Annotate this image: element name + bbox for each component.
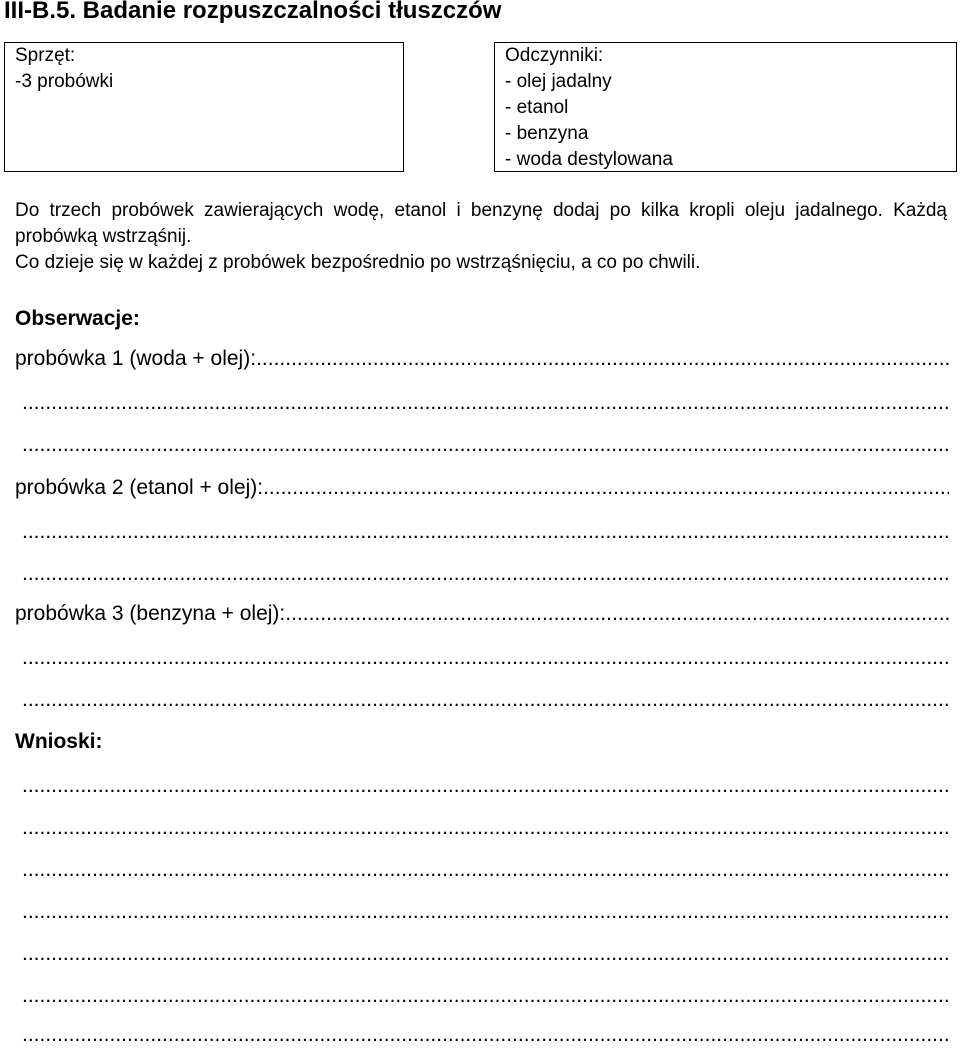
conclusion-line[interactable] — [22, 1022, 949, 1048]
instructions-paragraph: Do trzech probówek zawierających wodę, etanol i benzynę dodaj po kilka kropli oleju jadalnego. Każdą probówką wstrząśnij. — [15, 200, 947, 247]
reagent-item: - olej jadalny — [505, 71, 612, 92]
answer-dots[interactable] — [22, 390, 949, 416]
answer-line[interactable] — [22, 432, 949, 458]
observation-line-tube-2[interactable] — [15, 475, 949, 501]
conclusion-line[interactable] — [22, 857, 949, 883]
tube-label: probówka 3 (benzyna + olej): — [15, 602, 286, 625]
observation-line-tube-3[interactable] — [15, 601, 949, 627]
answer-dots[interactable] — [22, 519, 949, 545]
answer-dots[interactable] — [22, 687, 949, 713]
reagent-item: - woda destylowana — [505, 149, 673, 170]
answer-dots[interactable] — [22, 432, 949, 458]
reagents-box — [494, 42, 957, 172]
answer-dots[interactable] — [22, 645, 949, 671]
answer-dots[interactable] — [22, 561, 949, 587]
conclusion-line[interactable] — [22, 815, 949, 841]
reagents-title: Odczynniki: — [505, 45, 604, 66]
equipment-item: -3 probówki — [15, 71, 114, 92]
equipment-title: Sprzęt: — [15, 45, 76, 66]
answer-dots[interactable] — [22, 941, 949, 967]
answer-dots[interactable] — [256, 346, 949, 372]
answer-dots[interactable] — [285, 601, 949, 627]
answer-dots[interactable] — [22, 899, 949, 925]
answer-line[interactable] — [22, 519, 949, 545]
answer-dots[interactable] — [22, 773, 949, 799]
answer-line[interactable] — [22, 687, 949, 713]
conclusion-line[interactable] — [22, 941, 949, 967]
page-title: III-B.5. Badanie rozpuszczalności tłuszczów — [4, 0, 502, 24]
conclusion-line[interactable] — [22, 773, 949, 799]
tube-label: probówka 2 (etanol + olej): — [15, 476, 264, 499]
reagent-item: - benzyna — [505, 123, 589, 144]
answer-dots[interactable] — [263, 475, 949, 501]
conclusion-line[interactable] — [22, 983, 949, 1009]
conclusion-line[interactable] — [22, 899, 949, 925]
answer-dots[interactable] — [22, 857, 949, 883]
answer-line[interactable] — [22, 561, 949, 587]
answer-dots[interactable] — [22, 815, 949, 841]
reagent-item: - etanol — [505, 97, 569, 118]
observations-heading: Obserwacje: — [15, 307, 140, 330]
answer-dots[interactable] — [22, 1022, 949, 1048]
equipment-box — [4, 42, 404, 172]
answer-line[interactable] — [22, 645, 949, 671]
instructions-question: Co dzieje się w każdej z probówek bezpośrednio po wstrząśnięciu, a co po chwili. — [15, 252, 701, 273]
answer-line[interactable] — [22, 390, 949, 416]
instructions — [15, 198, 947, 276]
tube-label: probówka 1 (woda + olej): — [15, 347, 257, 370]
answer-dots[interactable] — [22, 983, 949, 1009]
observation-line-tube-1[interactable] — [15, 346, 949, 372]
conclusions-heading: Wnioski: — [15, 730, 103, 753]
